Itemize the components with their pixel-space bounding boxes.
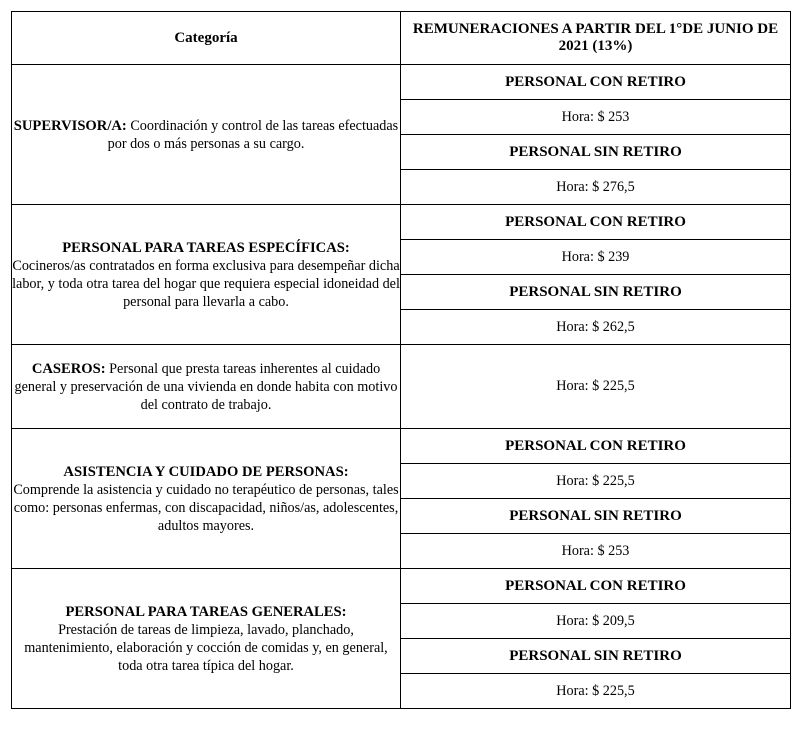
con-retiro-value: Hora: $ 209,5 (401, 604, 791, 639)
category-cell (12, 65, 401, 205)
wage-table (11, 11, 791, 709)
category-description: Cocineros/as contratados en forma exclusiva para desempeñar dicha labor, y toda otra tarea del hogar que requiera especial idoneidad del personal para llevarla a cabo. (12, 257, 400, 310)
con-retiro-value: Hora: $ 239 (401, 240, 791, 275)
category-title: SUPERVISOR/A: (13, 117, 127, 134)
category-title: ASISTENCIA Y CUIDADO DE PERSONAS: (63, 463, 349, 480)
header-row (12, 12, 791, 65)
caseros-value: Hora: $ 225,5 (401, 345, 791, 429)
table-row (12, 65, 791, 100)
category-title: PERSONAL PARA TAREAS GENERALES: (65, 603, 347, 620)
header-remuneration: REMUNERACIONES A PARTIR DEL 1°DE JUNIO DE 2021 (13%) (401, 12, 791, 65)
sin-retiro-label: PERSONAL SIN RETIRO (401, 499, 791, 534)
con-retiro-label: PERSONAL CON RETIRO (401, 569, 791, 604)
category-description: Comprende la asistencia y cuidado no terapéutico de personas, tales como: personas enfermas, con discapacidad, niños/as, adolescentes, adultos mayores. (13, 481, 399, 534)
header-category: Categoría (12, 12, 401, 65)
sin-retiro-value: Hora: $ 276,5 (401, 170, 791, 205)
sin-retiro-label: PERSONAL SIN RETIRO (401, 639, 791, 674)
sin-retiro-label: PERSONAL SIN RETIRO (401, 135, 791, 170)
con-retiro-label: PERSONAL CON RETIRO (401, 65, 791, 100)
con-retiro-label: PERSONAL CON RETIRO (401, 429, 791, 464)
category-cell (12, 345, 401, 429)
category-description: Coordinación y control de las tareas efectuadas por dos o más personas a su cargo. (107, 117, 399, 152)
category-cell (12, 569, 401, 709)
sin-retiro-value: Hora: $ 262,5 (401, 310, 791, 345)
table-row (12, 429, 791, 464)
sin-retiro-value: Hora: $ 225,5 (401, 674, 791, 709)
category-description: Personal que presta tareas inherentes al cuidado general y preservación de una vivienda en donde habita con motivo del contrato de trabajo. (14, 360, 398, 413)
sin-retiro-label: PERSONAL SIN RETIRO (401, 275, 791, 310)
table-row (12, 569, 791, 604)
table-row (12, 345, 791, 429)
category-cell (12, 205, 401, 345)
con-retiro-value: Hora: $ 253 (401, 100, 791, 135)
con-retiro-label: PERSONAL CON RETIRO (401, 205, 791, 240)
con-retiro-value: Hora: $ 225,5 (401, 464, 791, 499)
table-row (12, 205, 791, 240)
category-description: Prestación de tareas de limpieza, lavado, planchado, mantenimiento, elaboración y cocción de comidas y, en general, toda otra tarea típica del hogar. (24, 621, 388, 674)
sin-retiro-value: Hora: $ 253 (401, 534, 791, 569)
category-title: PERSONAL PARA TAREAS ESPECÍFICAS: (62, 239, 350, 256)
category-title: CASEROS: (31, 360, 106, 377)
category-cell (12, 429, 401, 569)
